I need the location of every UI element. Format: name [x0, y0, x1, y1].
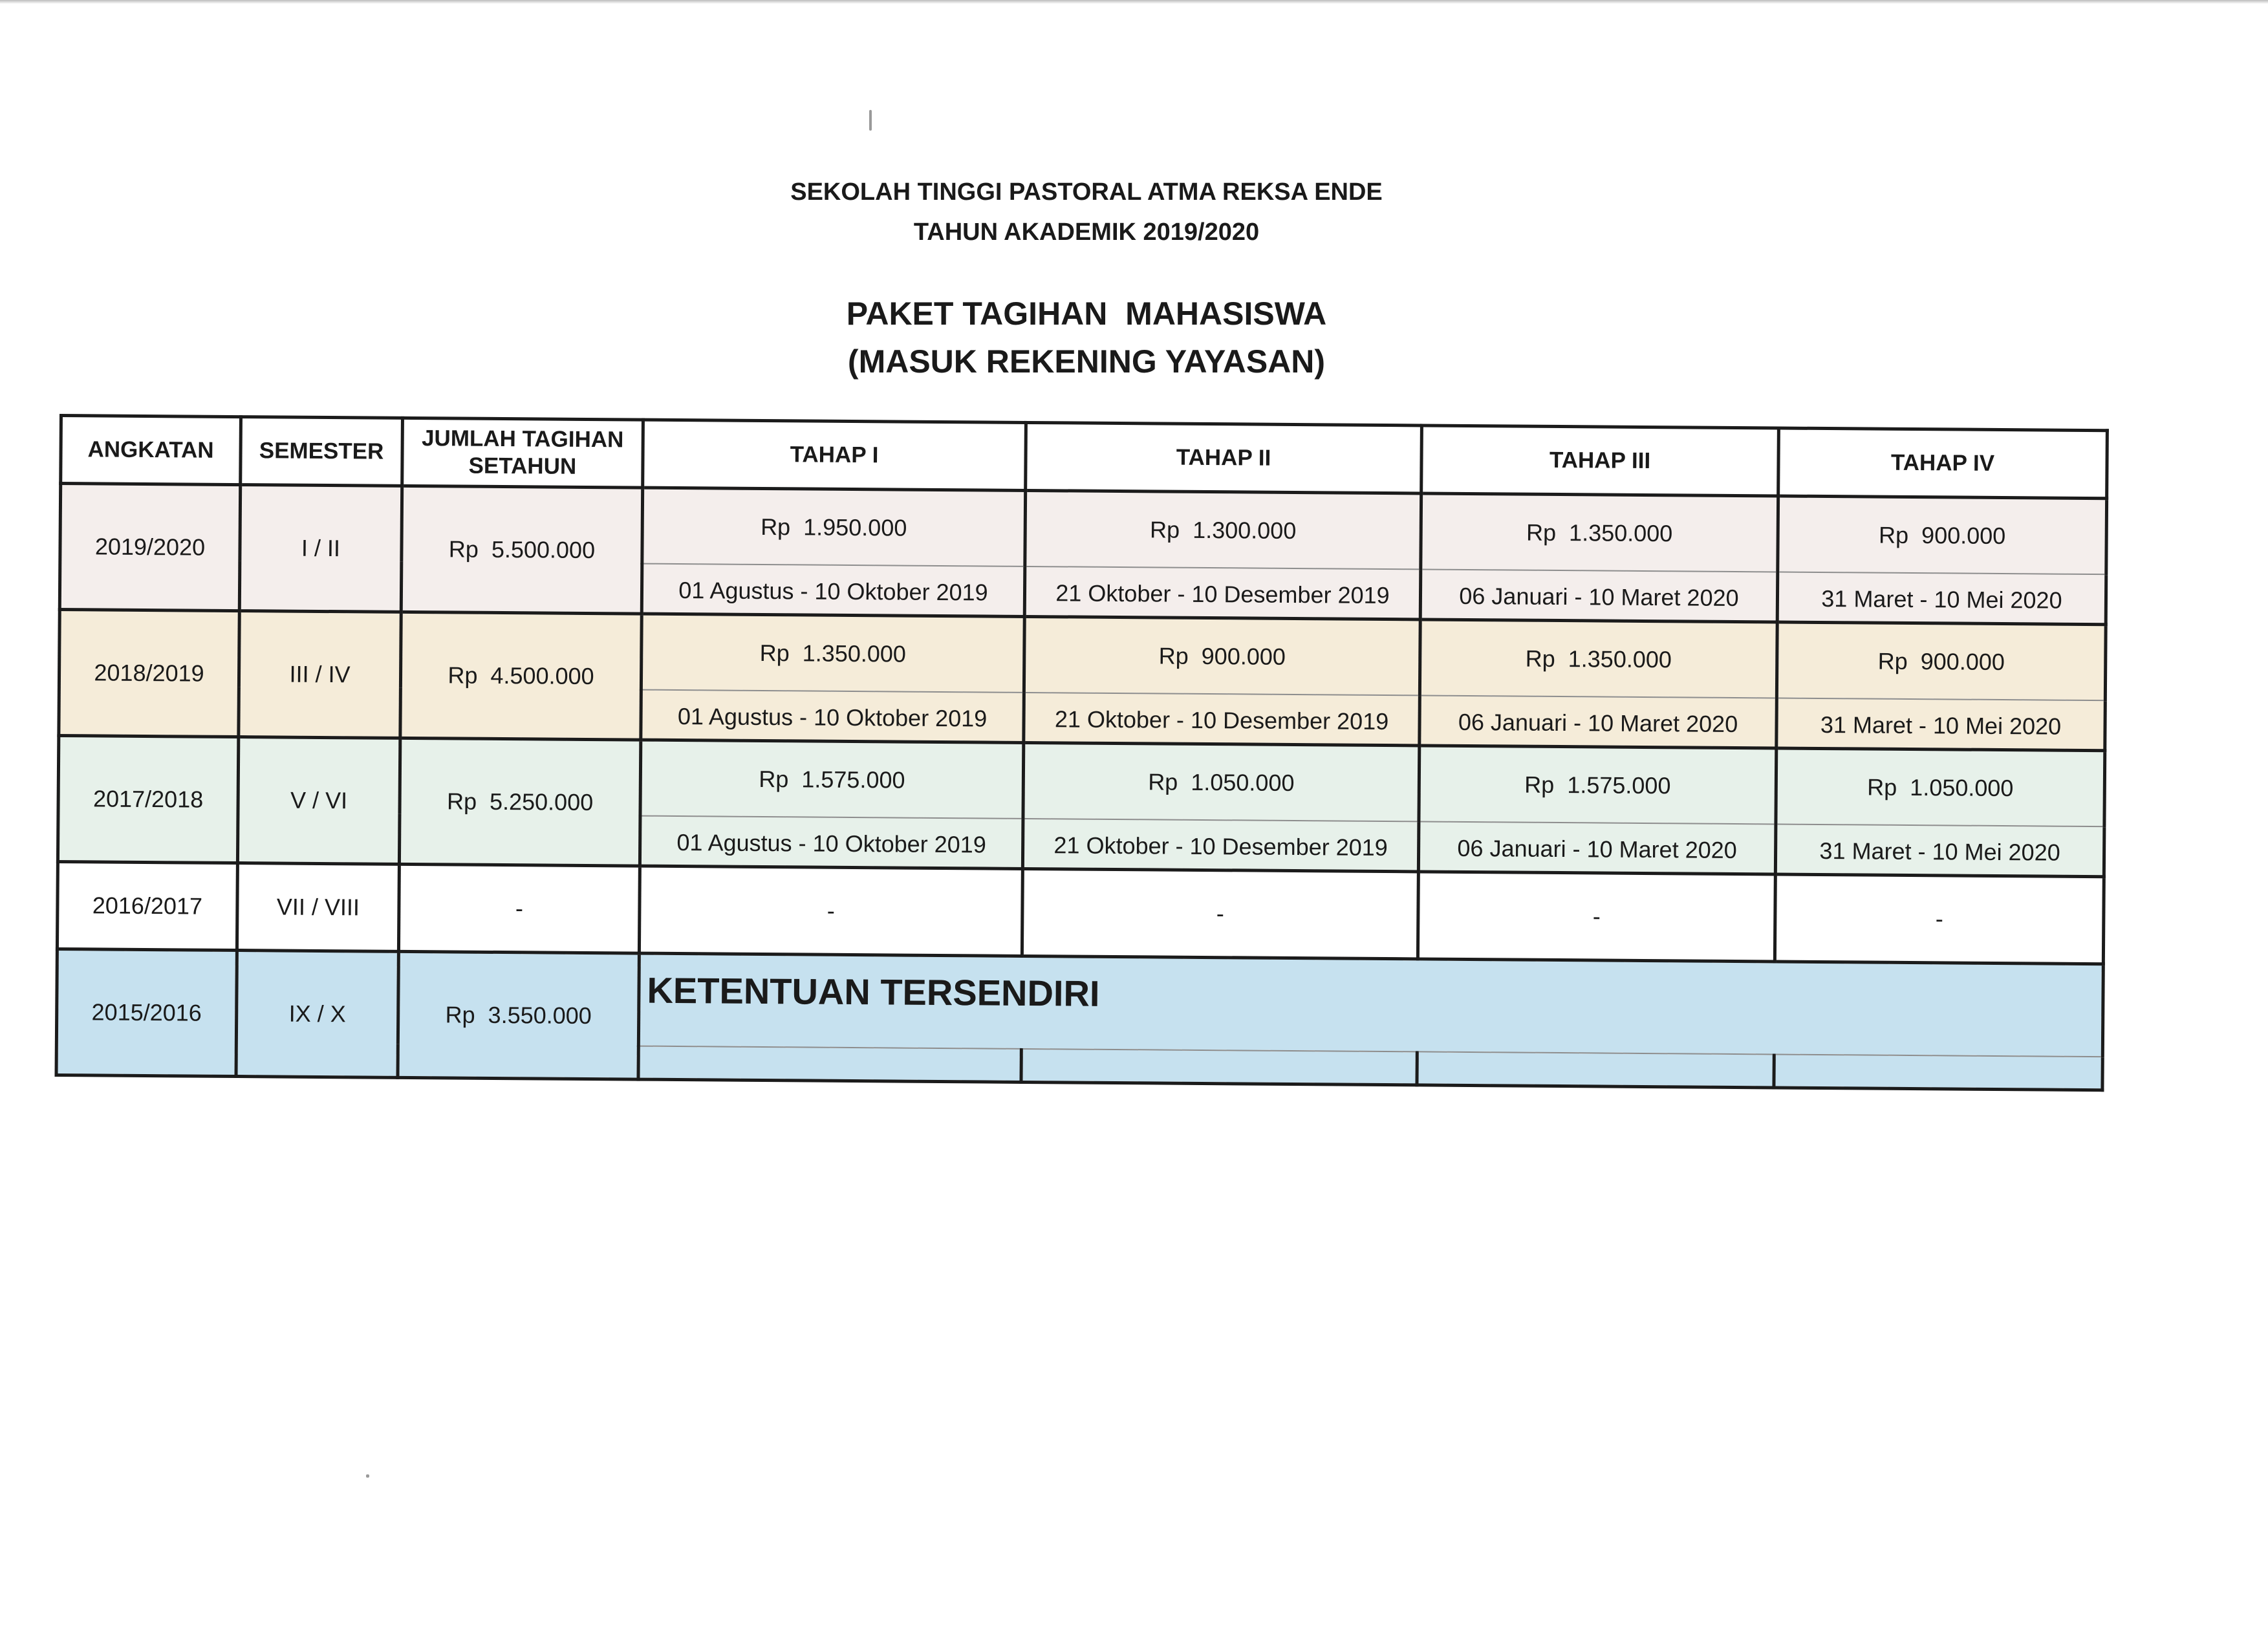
cell-tahap-4-period: 31 Maret - 10 Mei 2020: [1777, 698, 2106, 750]
cell-tahap-2-amount: -: [1022, 868, 1418, 958]
cell-tahap-4-period: 31 Maret - 10 Mei 2020: [1775, 824, 2104, 876]
table-row: [58, 736, 2105, 827]
document-header: [0, 172, 2173, 252]
academic-year: TAHUN AKADEMIK 2019/2020: [913, 219, 1260, 246]
cell-angkatan: 2015/2016: [56, 949, 237, 1076]
cell-tahap-3-period: 06 Januari - 10 Maret 2020: [1420, 569, 1778, 622]
cell-angkatan: 2018/2019: [59, 610, 239, 737]
scan-speck: [366, 1474, 369, 1478]
cell-tahap-2-amount: Rp 1.300.000: [1025, 490, 1421, 569]
cell-jumlah: Rp 5.250.000: [399, 738, 640, 866]
scan-speck: [869, 110, 872, 131]
cell-tahap-2-period: [1021, 1049, 1417, 1085]
cell-tahap-1-amount: Rp 1.950.000: [642, 488, 1026, 566]
table-row: [60, 484, 2107, 575]
column-header-semester: SEMESTER: [241, 417, 403, 486]
cell-tahap-1-period: [638, 1046, 1021, 1083]
cell-tahap-3-period: 06 Januari - 10 Maret 2020: [1420, 695, 1777, 748]
table-row: [56, 949, 2103, 1057]
cell-tahap-4-period: 31 Maret - 10 Mei 2020: [1777, 572, 2106, 624]
column-header-jumlah-line2: SETAHUN: [468, 453, 577, 479]
cell-jumlah: Rp 5.500.000: [401, 486, 642, 614]
cell-tahap-3-amount: Rp 1.350.000: [1421, 493, 1778, 572]
cell-tahap-2-period: 21 Oktober - 10 Desember 2019: [1024, 566, 1421, 620]
cell-angkatan: 2016/2017: [57, 861, 237, 950]
billing-table: [54, 414, 2108, 1092]
cell-semester: III / IV: [239, 611, 401, 738]
cell-jumlah: Rp 3.550.000: [398, 951, 639, 1079]
cell-tahap-1-amount: Rp 1.350.000: [641, 614, 1024, 693]
column-header-tahap-1: TAHAP I: [643, 420, 1026, 490]
cell-tahap-1-period: 01 Agustus - 10 Oktober 2019: [640, 816, 1023, 869]
cell-semester: VII / VIII: [237, 863, 399, 952]
table-row: [59, 610, 2106, 701]
cell-tahap-1-amount: Rp 1.575.000: [640, 740, 1024, 819]
cell-tahap-3-amount: Rp 1.575.000: [1419, 746, 1777, 824]
cell-tahap-4-amount: Rp 900.000: [1778, 496, 2107, 574]
cell-tahap-1-amount: -: [639, 866, 1022, 956]
cell-tahap-3-amount: Rp 1.350.000: [1420, 620, 1777, 698]
cell-tahap-2-amount: Rp 900.000: [1024, 616, 1420, 695]
cell-semester: IX / X: [236, 951, 398, 1078]
table-row: [57, 861, 2104, 964]
cell-tahap-3-period: [1417, 1051, 1774, 1088]
column-header-tahap-2: TAHAP II: [1026, 422, 1422, 493]
cell-semester: V / VI: [237, 737, 400, 865]
scan-top-edge: [0, 0, 2268, 4]
document-title: PAKET TAGIHAN MAHASISWA: [846, 296, 1327, 332]
cell-tahap-1-period: 01 Agustus - 10 Oktober 2019: [641, 690, 1024, 743]
column-header-tahap-3: TAHAP III: [1421, 426, 1779, 496]
cell-tahap-4-amount: Rp 1.050.000: [1776, 748, 2105, 826]
column-header-jumlah-line1: JUMLAH TAGIHAN: [421, 426, 624, 453]
cell-jumlah: -: [398, 864, 640, 953]
cell-tahap-2-period: 21 Oktober - 10 Desember 2019: [1022, 819, 1419, 872]
cell-semester: I / II: [239, 485, 402, 612]
institution-name: SEKOLAH TINGGI PASTORAL ATMA REKSA ENDE: [790, 178, 1383, 206]
cell-tahap-2-amount: Rp 1.050.000: [1023, 742, 1420, 821]
document-subtitle: (MASUK REKENING YAYASAN): [847, 343, 1326, 380]
cell-tahap-3-amount: -: [1418, 872, 1775, 962]
cell-tahap-4-period: [1774, 1054, 2102, 1090]
cell-tahap-4-amount: Rp 900.000: [1777, 622, 2106, 700]
column-header-jumlah: [402, 418, 643, 488]
cell-jumlah: Rp 4.500.000: [400, 612, 642, 740]
cell-angkatan: 2017/2018: [58, 736, 238, 863]
document-title-block: [0, 290, 2173, 385]
cell-tahap-4-amount: -: [1775, 874, 2104, 964]
cell-tahap-1-period: 01 Agustus - 10 Oktober 2019: [642, 564, 1025, 617]
special-terms-note: KETENTUAN TERSENDIRI: [638, 953, 2103, 1057]
column-header-angkatan: ANGKATAN: [61, 416, 241, 485]
cell-angkatan: 2019/2020: [59, 484, 240, 611]
column-header-tahap-4: TAHAP IV: [1778, 428, 2108, 499]
cell-tahap-2-period: 21 Oktober - 10 Desember 2019: [1024, 693, 1420, 746]
cell-tahap-3-period: 06 Januari - 10 Maret 2020: [1418, 821, 1776, 874]
